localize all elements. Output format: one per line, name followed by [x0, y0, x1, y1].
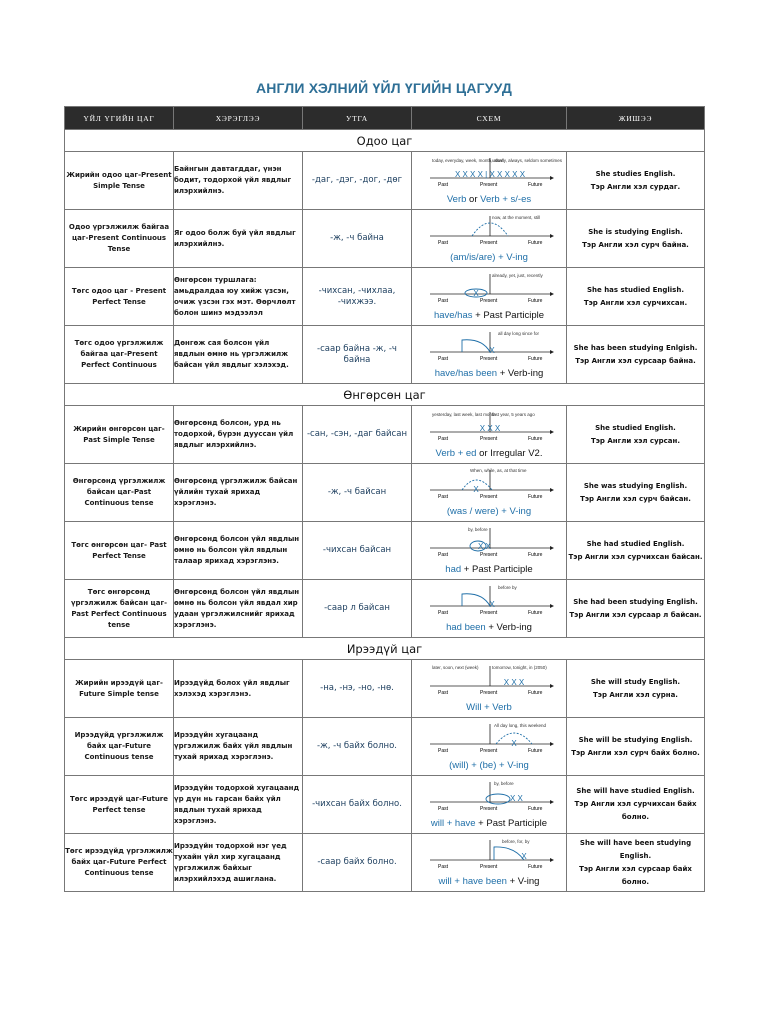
schema-marks: X X X [503, 677, 525, 687]
table-row [65, 660, 705, 718]
tense-name: Төгс одоо үргэлжилж байгаа цаг-Present Perfect Continuous [65, 326, 174, 384]
tense-example [567, 326, 705, 384]
axis-past: Past [438, 435, 449, 442]
timeline-diagram [424, 410, 554, 448]
schema-note: today, everyday, week, month, often [432, 157, 504, 163]
axis-present: Present [480, 239, 498, 246]
formula-part: + Verb-ing [485, 621, 532, 633]
timeline-diagram [424, 272, 554, 310]
tense-meaning: -на, -нэ, -но, -нө. [303, 660, 412, 718]
tense-formula [412, 448, 566, 460]
axis-future: Future [528, 355, 543, 362]
table-row [65, 210, 705, 268]
schema-note: usually, always, seldom sometimes [492, 157, 562, 163]
header-schema: СХЕМ [412, 107, 567, 130]
schema-marks: X [511, 738, 517, 748]
example-english: She was studying English. [583, 481, 688, 490]
example-english: She will have studied English. [576, 787, 695, 795]
tense-example [567, 776, 705, 834]
tense-formula [412, 252, 566, 264]
example-english: She studies English. [595, 169, 676, 178]
tense-formula [412, 368, 566, 380]
example-english: She will have been studying English. [579, 838, 692, 860]
example-mongolian: Тэр Англи хэл сурчихсан байх болно. [574, 800, 697, 821]
tense-schema [412, 660, 567, 718]
section-row [65, 384, 705, 406]
tense-schema [412, 152, 567, 210]
timeline-diagram [424, 214, 554, 252]
schema-note: by, before [468, 526, 488, 532]
tense-example [567, 522, 705, 580]
tense-usage: Ирээдүйн тодорхой нэг үед тухайн үйл хир хугацаанд үргэлжилж байхыг илэрхийлэхэд ашиглана. [174, 834, 303, 892]
axis-future: Future [528, 609, 543, 616]
section-title: Өнгөрсөн цаг [65, 384, 705, 406]
tense-name: Одоо үргэлжилж байгаа цаг-Present Continuous Tense [65, 210, 174, 268]
axis-future: Future [528, 689, 543, 696]
tense-formula [412, 622, 566, 634]
formula-part: or [466, 193, 481, 205]
axis-present: Present [480, 355, 498, 362]
tense-schema [412, 718, 567, 776]
tense-formula [412, 702, 566, 714]
formula-part: have/has been [434, 367, 498, 379]
axis-past: Past [438, 805, 449, 812]
section-row [65, 130, 705, 152]
axis-past: Past [438, 689, 449, 696]
formula-part: will + have [430, 817, 476, 829]
axis-past: Past [438, 551, 449, 558]
table-row [65, 268, 705, 326]
axis-future: Future [528, 181, 543, 188]
axis-present: Present [480, 181, 498, 188]
axis-future: Future [528, 805, 543, 812]
axis-future: Future [528, 297, 543, 304]
schema-note: now, at the moment, still [492, 214, 541, 220]
tense-usage: Ирээдүйд болох үйл явдлыг хэлэхэд хэрэглэнэ. [174, 660, 303, 718]
tense-schema [412, 210, 567, 268]
schema-marks: X [521, 851, 527, 861]
axis-future: Future [528, 863, 543, 870]
section-title: Одоо цаг [65, 130, 705, 152]
timeline-diagram [424, 584, 554, 622]
example-english: She has been studying Enlgish. [573, 343, 698, 352]
tense-example [567, 464, 705, 522]
tense-schema [412, 834, 567, 892]
tense-usage: Өнгөрсөнд болсон үйл явдлын өмнө нь болсон үйл явдал хир удаан үргэлжилснийг ярихад хэрэглэнэ. [174, 580, 303, 638]
tense-usage: Ирээдүйн хугацаанд үргэлжилж байх үйл явдлын тухай ярихад хэрэглэнэ. [174, 718, 303, 776]
formula-part: + V-ing [506, 875, 540, 887]
schema-marks: X [489, 599, 495, 609]
timeline-diagram [424, 664, 554, 702]
schema-note: by, before [494, 780, 514, 786]
schema-note: before, for, by [502, 838, 530, 844]
schema-marks: X [489, 345, 495, 355]
header-example: ЖИШЭЭ [567, 107, 705, 130]
axis-past: Past [438, 297, 449, 304]
tense-formula [412, 506, 566, 518]
tense-usage: Өнгөрсөнд болсон, урд нь тодорхой, бүрэн дууссан үйл явдлыг илэрхийлнэ. [174, 406, 303, 464]
axis-present: Present [480, 609, 498, 616]
formula-part: (was / were) + V-ing [446, 505, 532, 517]
tense-meaning: -сан, -сэн, -даг байсан [303, 406, 412, 464]
tense-formula [412, 564, 566, 576]
tense-schema [412, 776, 567, 834]
page-title: АНГЛИ ХЭЛНИЙ ҮЙЛ ҮГИЙН ЦАГУУД [255, 80, 513, 96]
axis-past: Past [438, 609, 449, 616]
table-body [65, 130, 705, 892]
table-row [65, 326, 705, 384]
axis-present: Present [480, 435, 498, 442]
header-usage: ХЭРЭГЛЭЭ [174, 107, 303, 130]
axis-present: Present [480, 689, 498, 696]
example-mongolian: Тэр Англи хэл сурчихсан байсан. [568, 552, 703, 561]
tense-meaning: -ж, -ч байх болно. [303, 718, 412, 776]
example-english: She has studied English. [586, 285, 684, 294]
axis-future: Future [528, 551, 543, 558]
tense-name: Жирийн өнгөрсөн цаг-Past Simple Tense [65, 406, 174, 464]
axis-past: Past [438, 493, 449, 500]
table-row [65, 152, 705, 210]
tense-schema [412, 326, 567, 384]
tense-meaning: -чихсан, -чихлаа, -чихжээ. [303, 268, 412, 326]
tense-schema [412, 268, 567, 326]
example-english: She had studied English. [586, 539, 685, 548]
timeline-diagram [424, 156, 562, 194]
axis-present: Present [480, 747, 498, 754]
example-mongolian: Тэр Англи хэл сурсаар л байсан. [569, 610, 702, 619]
tense-meaning: -саар байх болно. [303, 834, 412, 892]
axis-future: Future [528, 747, 543, 754]
schema-marks: X [473, 288, 479, 298]
axis-past: Past [438, 863, 449, 870]
axis-present: Present [480, 493, 498, 500]
table-row [65, 464, 705, 522]
example-english: She is studying English. [588, 227, 683, 236]
formula-part: had [445, 563, 462, 575]
tense-example [567, 152, 705, 210]
axis-past: Past [438, 747, 449, 754]
tense-example [567, 718, 705, 776]
schema-marks: X X [510, 793, 523, 803]
formula-part: will + have been [438, 875, 507, 887]
tense-usage: Дөнгөж сая болсон үйл явдлын өмнө нь үргэлжилж байсан үйл явдлыг хэлэхэд. [174, 326, 303, 384]
tense-formula [412, 310, 566, 322]
tense-name: Төгс ирээдүйд үргэлжилж байх цаг-Future Perfect Continuous tense [65, 834, 174, 892]
schema-note: All day long, this weekend [494, 722, 547, 728]
tense-meaning: -даг, -дэг, -дог, -дөг [303, 152, 412, 210]
table-row [65, 406, 705, 464]
tense-schema [412, 522, 567, 580]
example-mongolian: Тэр Англи хэл сурсан. [590, 436, 681, 445]
axis-future: Future [528, 493, 543, 500]
formula-part: or Irregular V2. [476, 447, 543, 459]
example-mongolian: Тэр Англи хэл сурдаг. [590, 182, 681, 191]
axis-present: Present [480, 805, 498, 812]
formula-part: (am/is/are) + V-ing [450, 251, 528, 263]
tense-name: Төгс өнгөрсөн цаг- Past Perfect Tense [65, 522, 174, 580]
table-row [65, 718, 705, 776]
tense-example [567, 580, 705, 638]
tense-name: Төгс өнгөрсөнд үргэлжилж байсан цаг-Past Perfect Continuous tense [65, 580, 174, 638]
formula-part: (will) + (be) + V-ing [449, 759, 529, 771]
tense-name: Өнгөрсөнд үргэлжилж байсан цаг-Past Continuous tense [65, 464, 174, 522]
schema-marks: X X [478, 541, 491, 551]
tense-schema [412, 464, 567, 522]
tense-meaning: -саар л байсан [303, 580, 412, 638]
tense-name: Ирээдүйд үргэлжилж байх цаг-Future Continuous tense [65, 718, 174, 776]
tense-usage: Өнгөрсөнд үргэлжилж байсан үйлийн тухай ярихад хэрэглэнэ. [174, 464, 303, 522]
tense-meaning: -ж, -ч байна [303, 210, 412, 268]
example-english: She will be studying English. [578, 735, 693, 744]
axis-past: Past [438, 355, 449, 362]
table-row [65, 834, 705, 892]
tense-meaning: -чихсан байсан [303, 522, 412, 580]
axis-present: Present [480, 863, 498, 870]
tense-example [567, 210, 705, 268]
tense-name: Жирийн одоо цаг-Present Simple Tense [65, 152, 174, 210]
example-english: She had been studying English. [573, 597, 698, 606]
formula-part: Verb + ed [435, 447, 477, 459]
table-row [65, 522, 705, 580]
formula-part: Verb [446, 193, 467, 205]
tense-formula [412, 818, 566, 830]
tense-meaning: -саар байна -ж, -ч байна [303, 326, 412, 384]
tense-name: Төгс одоо цаг - Present Perfect Tense [65, 268, 174, 326]
example-mongolian: Тэр Англи хэл сурч байх болно. [571, 748, 700, 757]
tense-usage: Байнгын давтагддаг, үнэн бодит, тодорхой үйл явдлыг илэрхийлнэ. [174, 152, 303, 210]
table-row [65, 776, 705, 834]
formula-part: + Past Participle [461, 563, 533, 575]
example-mongolian: Тэр Англи хэл сурч байсан. [580, 494, 691, 503]
timeline-diagram [424, 780, 554, 818]
tense-schema [412, 580, 567, 638]
schema-marks: X X X [479, 423, 501, 433]
schema-note: already, yet, just, recently [492, 272, 543, 278]
timeline-diagram [424, 468, 554, 506]
example-mongolian: Тэр Англи хэл сурчихсан. [583, 298, 688, 307]
example-english: She studied English. [595, 423, 676, 432]
formula-part: Verb + s/-es [480, 193, 532, 205]
header-tense: ҮЙЛ ҮГИЙН ЦАГ [65, 107, 174, 130]
axis-present: Present [480, 551, 498, 558]
formula-part: + Past Participle [475, 817, 548, 829]
section-row [65, 638, 705, 660]
tense-meaning: -чихсан байх болно. [303, 776, 412, 834]
section-title: Ирээдүй цаг [65, 638, 705, 660]
table-header-row [65, 107, 705, 130]
example-mongolian: Тэр Англи хэл сурсаар байна. [575, 356, 696, 365]
schema-note: tomorrow, tonight, in (2050) [492, 664, 547, 670]
axis-past: Past [438, 181, 449, 188]
schema-note: before by [498, 584, 517, 590]
example-mongolian: Тэр Англи хэл сурсаар байх болно. [579, 864, 692, 886]
example-english: She will study English. [590, 677, 681, 686]
tense-formula [412, 194, 566, 206]
tense-usage: Өнгөрсөн туршлага: амьдралдаа юу хийж үзсэн, очиж үзсэн гэх мэт. Өөрчлөлт болон шинэ мэдээлэл [174, 268, 303, 326]
timeline-diagram [424, 838, 554, 876]
schema-note: later, soon, next (week) [432, 664, 479, 670]
tense-example [567, 406, 705, 464]
tense-name: Жирийн ирээдүй цаг-Future Simple tense [65, 660, 174, 718]
tenses-table [64, 106, 705, 892]
tense-formula [412, 760, 566, 772]
axis-future: Future [528, 435, 543, 442]
table-row [65, 580, 705, 638]
schema-marks: X [473, 484, 479, 494]
schema-note: When, while, as, at that time [470, 467, 527, 473]
schema-marks: X X X X | X X X X X [454, 169, 526, 179]
tense-usage: Ирээдүйн тодорхой хугацаанд үр дүн нь гарсан байх үйл явдлын тухай ярихад хэрэглэнэ. [174, 776, 303, 834]
example-mongolian: Тэр Англи хэл сурч байна. [582, 240, 689, 249]
formula-part: + Past Participle [472, 309, 545, 321]
schema-note: last year, 5 years ago [492, 411, 535, 417]
axis-past: Past [438, 239, 449, 246]
formula-part: Will + Verb [466, 701, 512, 713]
timeline-diagram [424, 526, 554, 564]
schema-note: yesterday, last week, last month [432, 411, 496, 417]
tense-meaning: -ж, -ч байсан [303, 464, 412, 522]
formula-part: have/has [433, 309, 473, 321]
tense-usage: Яг одоо болж буй үйл явдлыг илэрхийлнэ. [174, 210, 303, 268]
timeline-diagram [424, 722, 554, 760]
tense-name: Төгс ирээдүй цаг-Future Perfect tense [65, 776, 174, 834]
header-meaning: УТГА [303, 107, 412, 130]
tense-usage: Өнгөрсөнд болсон үйл явдлын өмнө нь болсон үйл явдлын талаар ярихад хэрэглэнэ. [174, 522, 303, 580]
timeline-diagram [424, 330, 554, 368]
example-mongolian: Тэр Англи хэл сурна. [593, 690, 678, 699]
axis-present: Present [480, 297, 498, 304]
tense-example [567, 268, 705, 326]
schema-note: all day long since for [498, 330, 540, 336]
tense-formula [412, 876, 566, 888]
tense-example [567, 660, 705, 718]
formula-part: had been [446, 621, 486, 633]
tense-example [567, 834, 705, 892]
axis-future: Future [528, 239, 543, 246]
tense-schema [412, 406, 567, 464]
formula-part: + Verb-ing [497, 367, 544, 379]
